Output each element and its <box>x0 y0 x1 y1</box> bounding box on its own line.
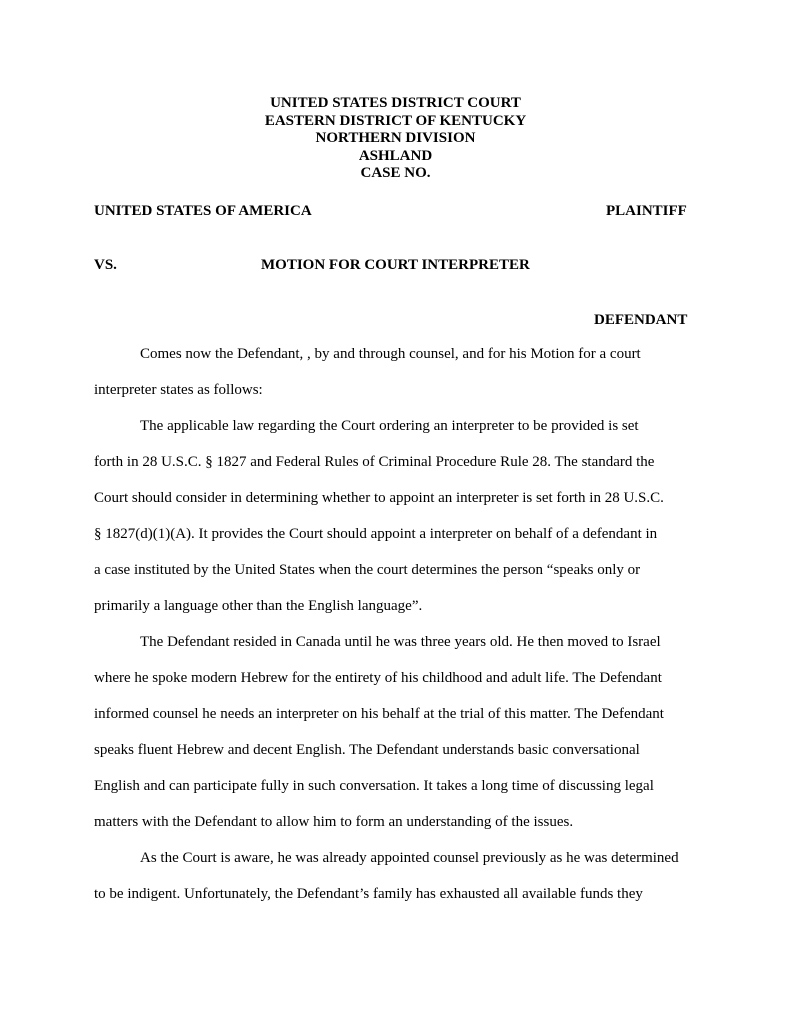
body-line: Comes now the Defendant, , by and through counsel, and for his Motion for a court <box>140 346 641 362</box>
body-line: speaks fluent Hebrew and decent English. The Defendant understands basic conversational <box>94 742 640 758</box>
body-line: English and can participate fully in such conversation. It takes a long time of discussing legal <box>94 778 654 794</box>
division-name: NORTHERN DIVISION <box>315 130 476 147</box>
body-line: As the Court is aware, he was already appointed counsel previously as he was determined <box>140 850 679 866</box>
case-caption-header <box>0 95 791 183</box>
body-line: Court should consider in determining whether to appoint an interpreter is set forth in 28 U.S.C. <box>94 490 664 506</box>
body-line: where he spoke modern Hebrew for the entirety of his childhood and adult life. The Defendant <box>94 670 662 686</box>
court-name: UNITED STATES DISTRICT COURT <box>270 95 521 111</box>
district-name: EASTERN DISTRICT OF KENTUCKY <box>264 112 527 129</box>
versus-label: VS. <box>94 257 117 273</box>
body-line: interpreter states as follows: <box>94 382 263 398</box>
body-line: § 1827(d)(1)(A). It provides the Court should appoint a interpreter on behalf of a defendant in <box>94 526 658 542</box>
body-line: informed counsel he needs an interpreter on his behalf at the trial of this matter. The Defendant <box>94 706 664 722</box>
location-name: ASHLAND <box>358 147 433 164</box>
defendant-label: DEFENDANT <box>594 312 688 328</box>
body-line: matters with the Defendant to allow him to form an understanding of the issues. <box>94 814 574 830</box>
plaintiff-label: PLAINTIFF <box>606 203 687 219</box>
motion-title: MOTION FOR COURT INTERPRETER <box>261 257 530 273</box>
body-line: The Defendant resided in Canada until he was three years old. He then moved to Israel <box>140 634 661 650</box>
body-line: a case instituted by the United States when the court determines the person “speaks only or <box>94 562 641 578</box>
case-number: CASE NO. <box>360 165 431 182</box>
plaintiff-name: UNITED STATES OF AMERICA <box>94 203 312 219</box>
body-line: to be indigent. Unfortunately, the Defendant’s family has exhausted all available funds they <box>94 886 643 902</box>
body-line: primarily a language other than the English language”. <box>94 598 423 614</box>
body-line: forth in 28 U.S.C. § 1827 and Federal Rules of Criminal Procedure Rule 28. The standard the <box>94 454 655 470</box>
body-line: The applicable law regarding the Court ordering an interpreter to be provided is set <box>140 418 639 434</box>
